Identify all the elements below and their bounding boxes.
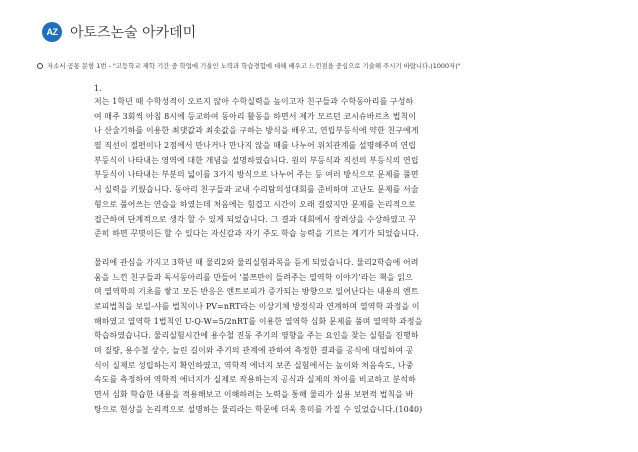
text-line: 움을 느낀 친구들과 독서동아리를 만들어 '불쯔만이 들려주는 열역학 이야기'라는 책을 읽으	[94, 272, 413, 282]
text-line: 여 매주 3회씩 아침 8시에 등교하여 동아리 활동을 하면서 제가 모르던 코시슈바르츠 법칙이	[94, 111, 417, 121]
header	[42, 20, 196, 44]
text-line: 속도를 측정하여 역학적 에너지가 실제로 작용하는지 공식과 실제의 차이를 비교하고 분석하	[94, 375, 416, 385]
academy-logo: AZ	[42, 22, 62, 42]
text-line: 부등식이 나타내는 부분의 넓이를 3가지 방식으로 나누어 주는 등 여러 방식으로 문제를 풀면	[94, 170, 419, 180]
text-line: 나 산술기하를 이용한 최댓값과 최솟값을 구하는 방식을 배우고, 연립부등식에 약한 친구에게	[94, 126, 419, 136]
brand-name: 아토즈논술 아카데미	[70, 25, 197, 41]
paragraph-gap	[94, 242, 572, 256]
text-line: 물리에 관심을 가지고 3학년 때 물리2와 물리실험과목을 듣게 되었습니다. 물리2학습에 어려	[94, 257, 419, 267]
text-line: 준히 하면 꾸몃이든 할 수 있다는 자신감과 자기 주도 학습 능력을 기르는 계기가 되었습니다.	[94, 229, 419, 239]
text-line: 탕으로 현상을 논리적으로 설명하는 물리라는 학문에 더욱 흥미를 가질 수 있었습니다.(1040)	[94, 404, 423, 414]
question-prompt	[37, 61, 617, 70]
text-line: 면서 심화 학습한 내용을 적용해보고 이해하려는 노력을 통해 물리가 실용 보편적 법칙을 바	[94, 390, 414, 400]
paragraph-1	[94, 95, 572, 242]
text-line: 형으로 풀어쓰는 연습을 하였는데 처음에는 힘겹고 시간이 오래 걸렸지만 문제를 논리적으로	[94, 199, 416, 209]
text-line: 학습하였습니다. 물리실험시간에 용수철 진동 주기의 영향을 주는 요인을 찾는 실험을 진행하	[94, 331, 419, 341]
text-line: 해하였고 열역학 1법칙인 U-Q-W=5/2nRT를 이용한 열역학 심화 문제를 풀며 열역학 과정을	[94, 316, 423, 326]
bullet-circle-icon	[37, 63, 43, 69]
answer-number: 1.	[94, 84, 102, 93]
text-line: 서 실력을 키웠습니다. 동아리 친구들과 교내 수리탐의성대회를 준비하며 고난도 문제를 서술	[94, 185, 419, 195]
text-line: 며 질량, 용수철 상수, 늘린 길이와 주기의 관계에 관하여 측정한 결과를 공식에 대입하여 공	[94, 346, 414, 355]
essay-document	[94, 82, 572, 417]
text-line: 저는 1학년 때 수학성적이 오르지 않아 수학실력을 높이고자 친구들과 수학동아리를 구성하	[94, 97, 414, 106]
paragraph-2	[94, 256, 572, 418]
text-line: 부등식이 나타내는 영역에 대한 개념을 설명하였습니다. 원의 부등식과 직선의 부등식의 연립	[94, 155, 419, 165]
text-line: 접근하여 단계적으로 생각 할 수 있게 되었습니다. 그 결과 대회에서 장려상을 수상하였고 꾸	[94, 214, 417, 224]
text-line: 식이 실제로 성립하는지 확인하였고, 역학적 에너지 보존 실험에서는 높이와 처음속도, 나중	[94, 360, 414, 370]
question-text: 자소서 공통 문항 1번 - "고등학교 재학 기간 중 학업에 기울인 노력과 학습경험에 대해 배우고 느낀점을 중심으로 기술해 주시기 바랍니다.(1000자)"	[47, 62, 461, 70]
text-line: 며 열역학의 기초를 쌓고 모든 반응은 엔트로피가 증가되는 방향으로 일어난다는 내용의 엔트	[94, 287, 419, 297]
text-line: 로피법칙을 보일-샤를 법칙이나 PV=nRT라는 이상기체 방정식과 연계하며 열역학 과정을 이	[94, 301, 420, 311]
text-line: 필 직선이 절편이나 2점에서 만나거나 만나지 않을 때를 나누어 위치관계를 설명해주며 연립	[94, 141, 416, 151]
